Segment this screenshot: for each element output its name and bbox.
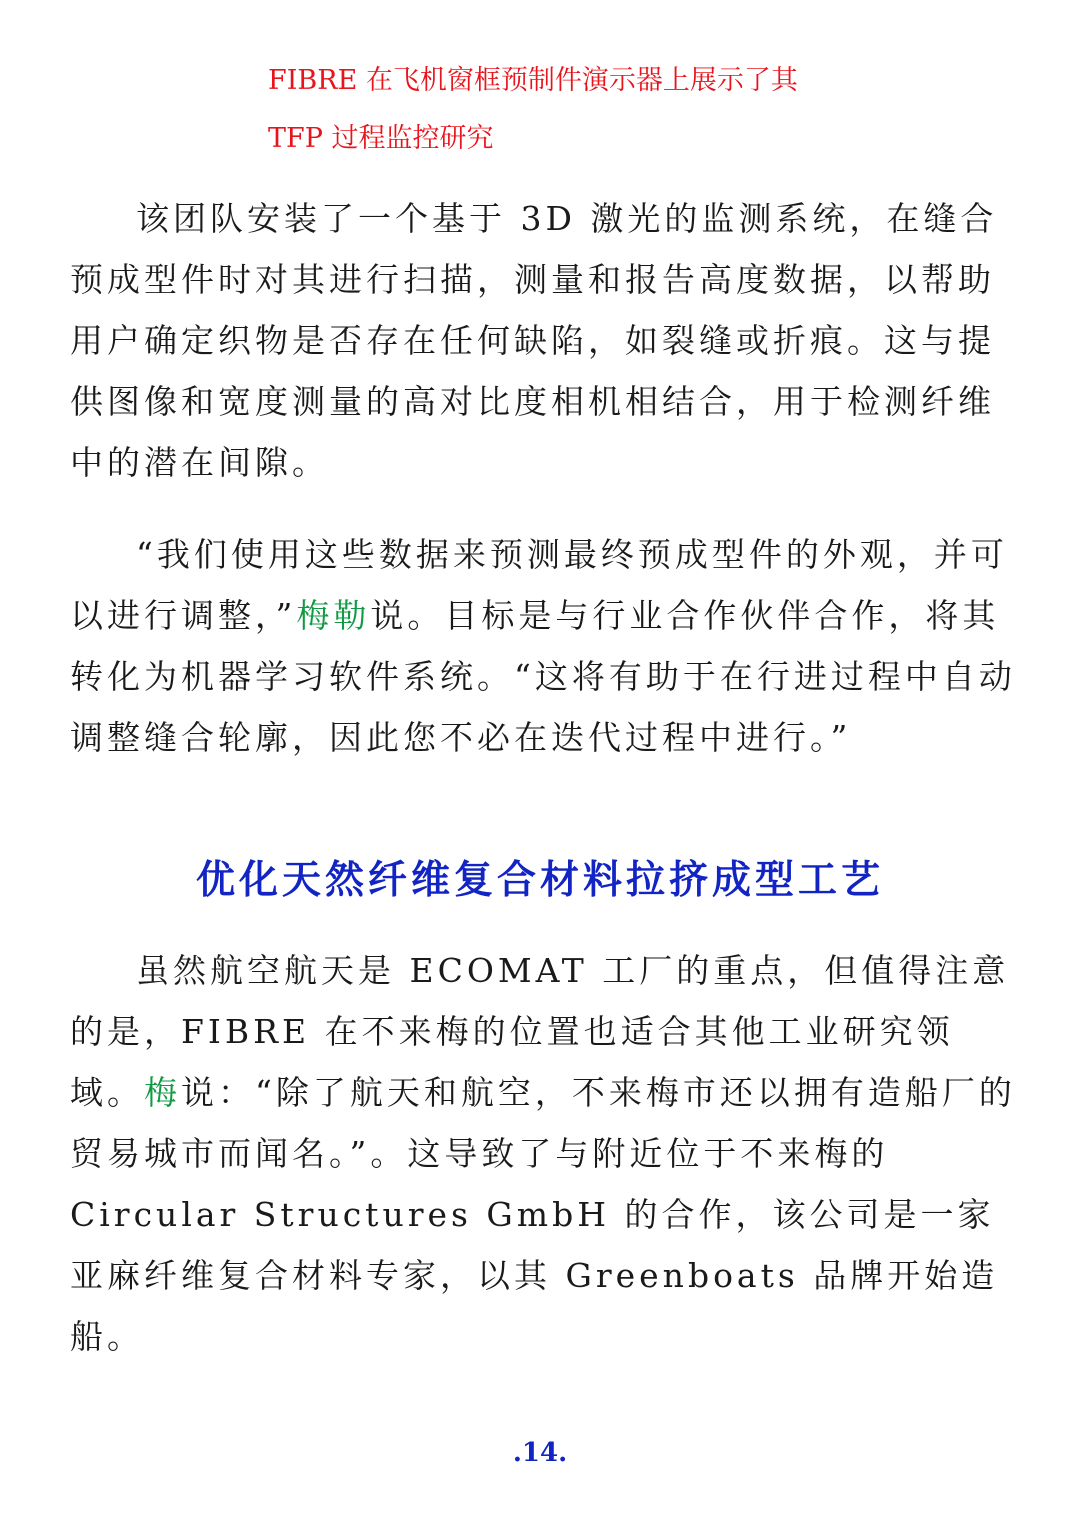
body-paragraph-3 bbox=[70, 940, 1016, 1367]
body-paragraph-1: 该团队安装了一个基于 3D 激光的监测系统，在缝合预成型件时对其进行扫描，测量和报告高度数据，以帮助用户确定织物是否存在任何缺陷，如裂缝或折痕。这与提供图像和宽度测量的高对比度相机相结合，用于检测纤维中的潜在间隙。 bbox=[70, 199, 998, 482]
paragraph-3-rest: 说：“除了航天和航空，不来梅市还以拥有造船厂的贸易城市而闻名。”。这导致了与附近位于不来梅的 Circular Structures GmbH 的合作，该公司是一家亚麻纤维复合材料专家，以其 Greenboats 品牌开始造船。 bbox=[70, 1073, 1016, 1356]
paragraph-2-rest: 说。目标是与行业合作伙伴合作，将其转化为机器学习软件系统。“这将有助于在行进过程中自动调整缝合轮廓，因此您不必在迭代过程中进行。” bbox=[70, 596, 1016, 757]
paragraph-3-start: 虽然航空航天是 ECOMAT 工厂的重点，但值得注意的是，FIBRE 在不来梅的位置也适合其他工业研究领域。 bbox=[70, 951, 1010, 1112]
image-caption-line-2: TFP 过程监控研究 bbox=[268, 123, 494, 154]
image-caption-line-1: FIBRE 在飞机窗框预制件演示器上展示了其 bbox=[268, 65, 798, 96]
speaker-name-highlight: 梅勒 bbox=[296, 596, 371, 635]
paragraph-2-quote-start: “我们使用这些数据来预测最终预成型件的外观，并可以进行调整，” bbox=[70, 535, 1008, 635]
speaker-name-highlight: 梅 bbox=[144, 1073, 181, 1112]
page-number: .14. bbox=[512, 1438, 568, 1468]
section-title: 优化天然纤维复合材料拉挤成型工艺 bbox=[195, 857, 884, 903]
body-paragraph-2 bbox=[70, 524, 1016, 768]
